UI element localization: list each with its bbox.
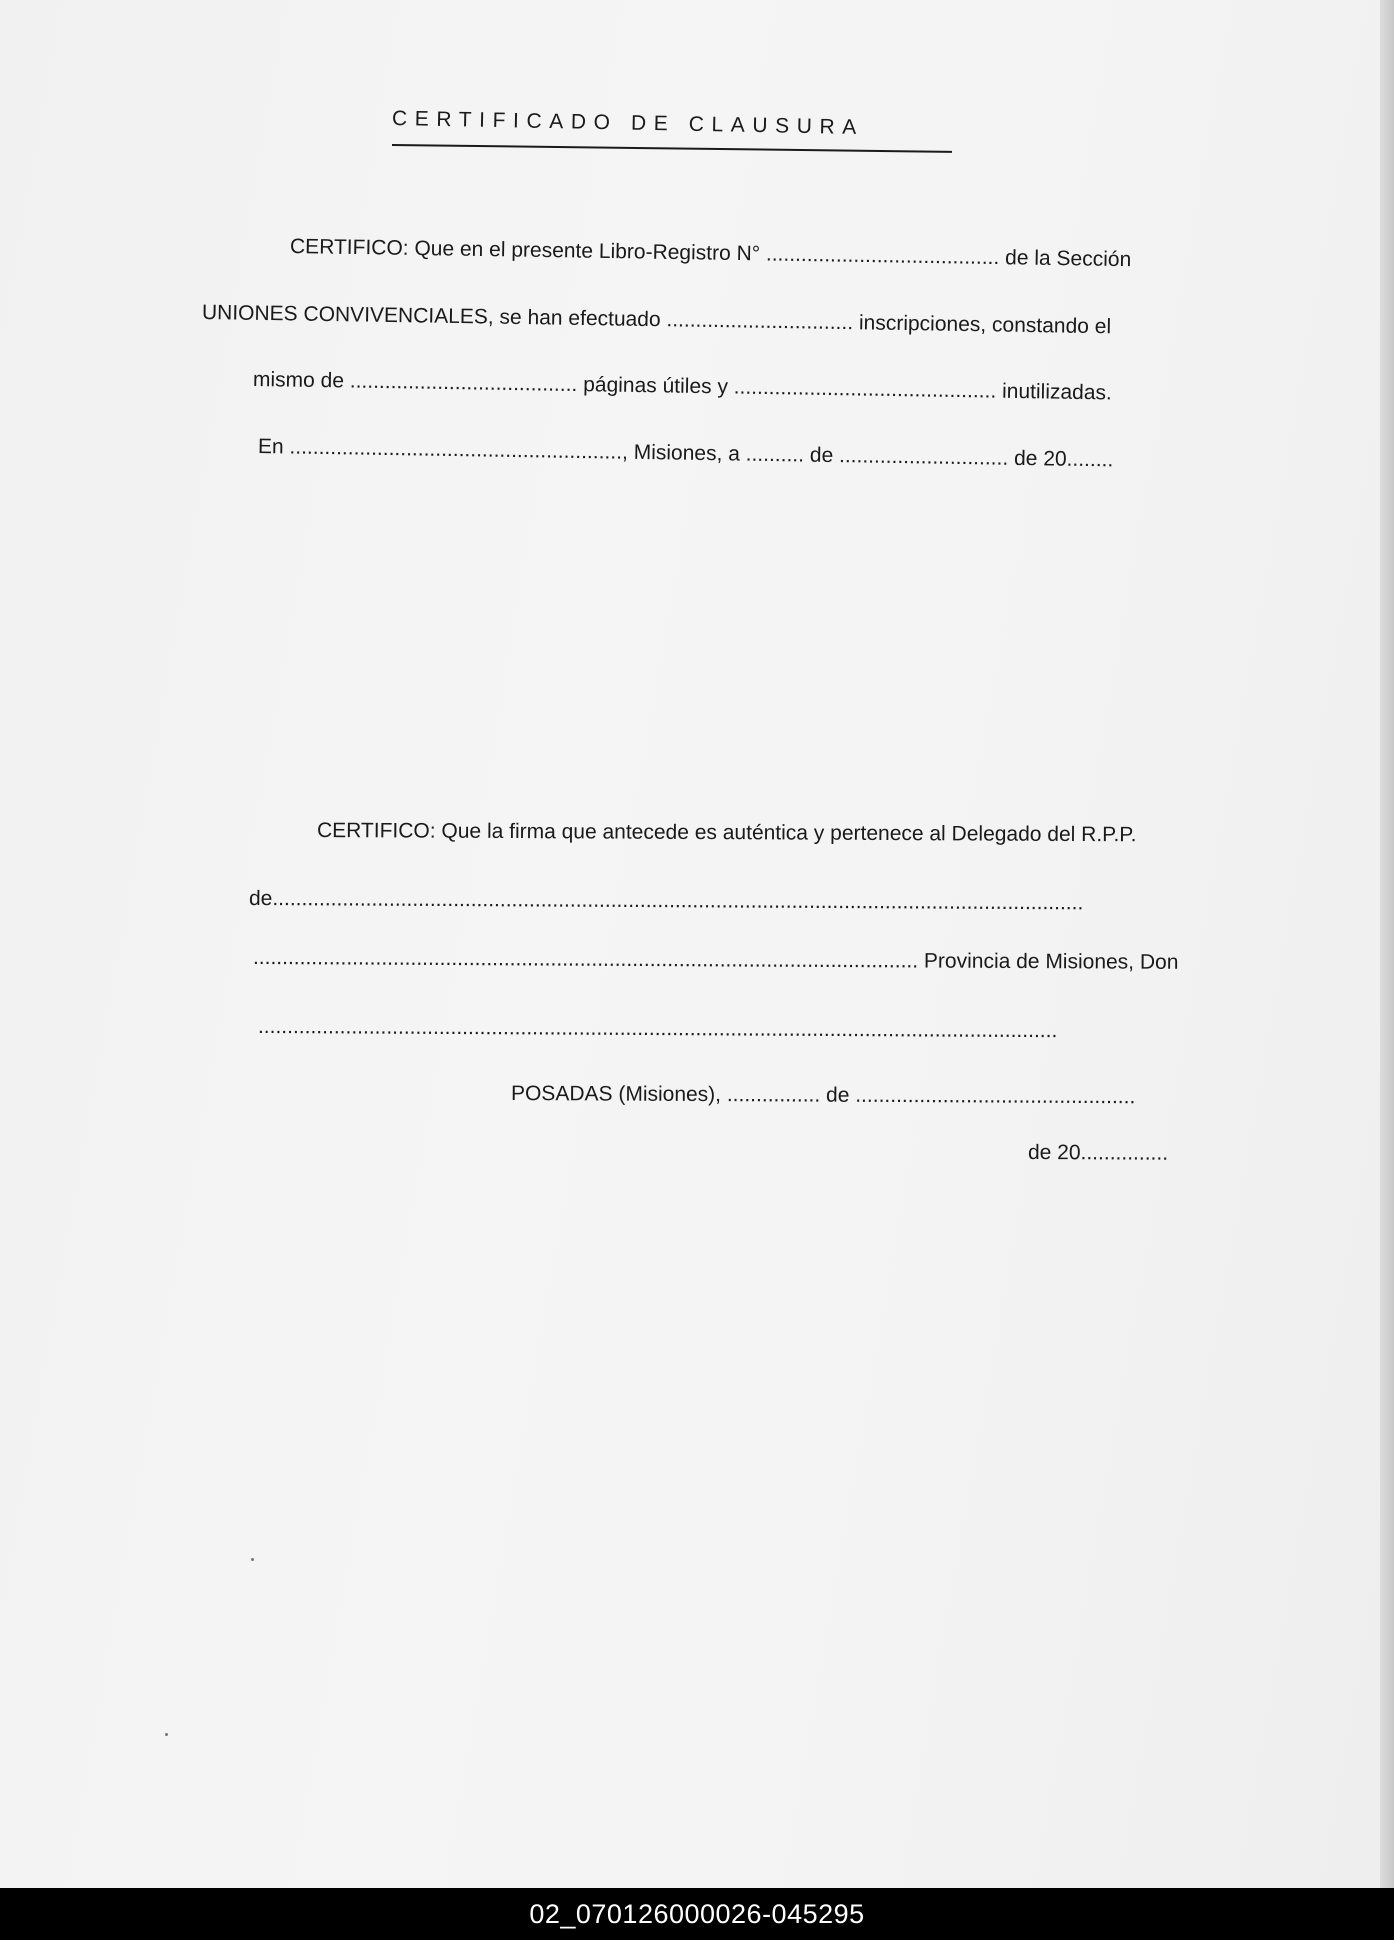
- certifico-firma-line-2: de...........................................................................................................................................: [248, 887, 1084, 915]
- certifico-line-2: UNIONES CONVIVENCIALES, se han efectuado ................................ inscripciones, constando el: [201, 301, 1112, 339]
- certifico-firma-line-3: .................................................................................................................. Provincia de Misiones, Don: [252, 946, 1179, 974]
- scan-speck: [165, 1733, 168, 1736]
- certifico-line-3: mismo de ....................................... páginas útiles y ............................................. inutilizadas.: [252, 368, 1113, 405]
- certifico-firma-line-1: CERTIFICO: Que la firma que antecede es auténtica y pertenece al Delegado del R.P.P.: [316, 819, 1137, 847]
- scan-speck: [251, 1558, 254, 1561]
- posadas-date-line: POSADAS (Misiones), ................ de ................................................: [510, 1082, 1136, 1109]
- document-title: CERTIFICADO DE CLAUSURA: [391, 107, 865, 140]
- certifico-line-1: CERTIFICO: Que en el presente Libro-Registro N° ........................................ de la Sección: [289, 235, 1132, 272]
- page-edge: [1380, 0, 1394, 1888]
- year-line: de 20...............: [1027, 1141, 1169, 1165]
- footer-id: 02_070126000026-045295: [529, 1899, 865, 1929]
- certifico-firma-line-4: .........................................................................................................................................: [257, 1015, 1058, 1043]
- certifico-line-4: En ........................................................., Misiones, a .......... de ............................. de 20........: [257, 435, 1114, 472]
